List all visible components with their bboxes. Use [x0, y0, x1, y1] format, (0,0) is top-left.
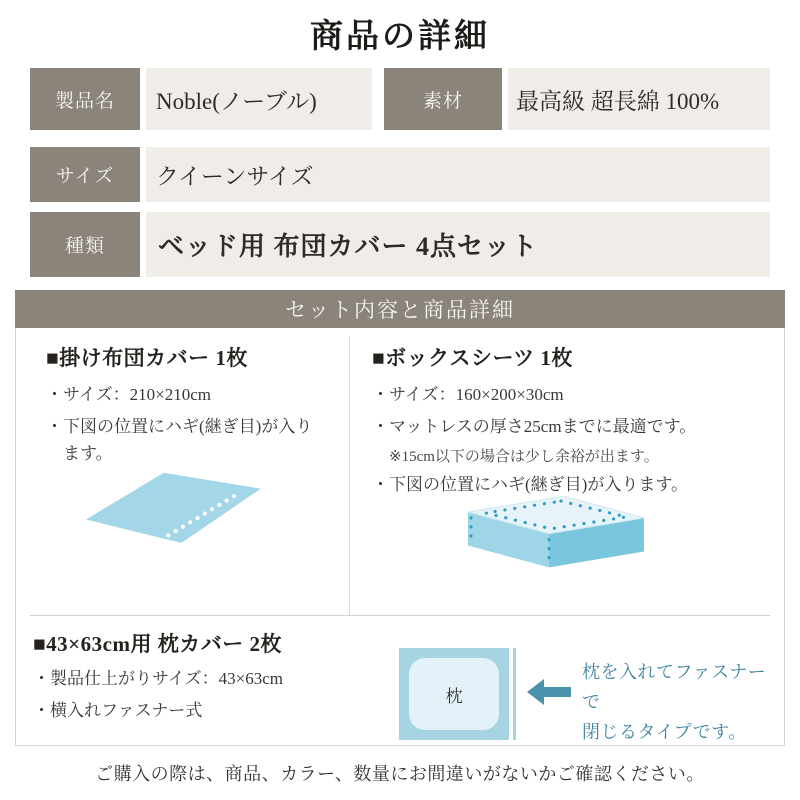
- pillow-cover-cell: [33, 628, 383, 731]
- left-arrow-icon: [527, 679, 571, 705]
- box-sheet-heading: ■ボックスシーツ 1枚: [372, 346, 573, 370]
- column-divider: [349, 336, 350, 615]
- spacer: [372, 68, 384, 130]
- set-contents-box: [15, 328, 785, 746]
- box-sheet-mattress-bullet: ・マットレスの厚さ25cmまでに最適です。: [372, 417, 697, 437]
- spec-row-size: [30, 147, 770, 202]
- pillow-size-bullet: ・製品仕上がりサイズ：43×63cm: [33, 669, 283, 688]
- pillow-diagram: [399, 648, 509, 740]
- box-sheet-cell: [372, 342, 776, 504]
- pillow-note-line1: 枕を入れてファスナーで: [582, 662, 767, 712]
- material-value: 最高級 超長綿 100%: [508, 68, 770, 130]
- spec-row-type: [30, 212, 770, 277]
- row-divider: [30, 615, 770, 616]
- pillow-label: 枕: [409, 658, 499, 730]
- box-sheet-note: ※15cm以下の場合は少し余裕が出ます。: [389, 448, 659, 465]
- pillow-zipper-bullet: ・横入れファスナー式: [33, 701, 203, 721]
- type-label: 種類: [30, 212, 140, 277]
- size-value: クイーンサイズ: [146, 147, 770, 202]
- product-name-value: Noble(ノーブル): [146, 68, 372, 130]
- box-sheet-diagram: [468, 496, 646, 610]
- duvet-cover-diagram: [86, 470, 301, 556]
- duvet-cover-cell: [46, 342, 322, 473]
- page-title: 商品の詳細: [310, 19, 490, 55]
- product-name-label: 製品名: [30, 68, 140, 130]
- set-contents-header: セット内容と商品詳細: [15, 290, 785, 328]
- pillow-note: [582, 657, 784, 747]
- box-sheet-size-bullet: ・サイズ：160×200×30cm: [372, 385, 564, 404]
- size-label: サイズ: [30, 147, 140, 202]
- type-value: ベッド用 布団カバー 4点セット: [146, 212, 770, 277]
- box-sheet-seam-bullet: ・下図の位置にハギ(継ぎ目)が入ります。: [372, 474, 688, 494]
- material-label: 素材: [384, 68, 502, 130]
- purchase-caution-note: ご購入の際は、商品、カラー、数量にお間違いがないかご確認ください。: [95, 764, 705, 784]
- duvet-size-bullet: ・サイズ：210×210cm: [46, 385, 211, 404]
- spec-row-name-material: [30, 68, 770, 130]
- pillow-cover-heading: ■43×63cm用 枕カバー 2枚: [33, 632, 282, 656]
- pillow-zipper-slot: [513, 648, 516, 740]
- duvet-cover-heading: ■掛け布団カバー 1枚: [46, 346, 248, 370]
- duvet-seam-bullet: ・下図の位置にハギ(継ぎ目)が入ります。: [46, 417, 313, 463]
- pillow-note-line2: 閉じるタイプです。: [582, 722, 747, 742]
